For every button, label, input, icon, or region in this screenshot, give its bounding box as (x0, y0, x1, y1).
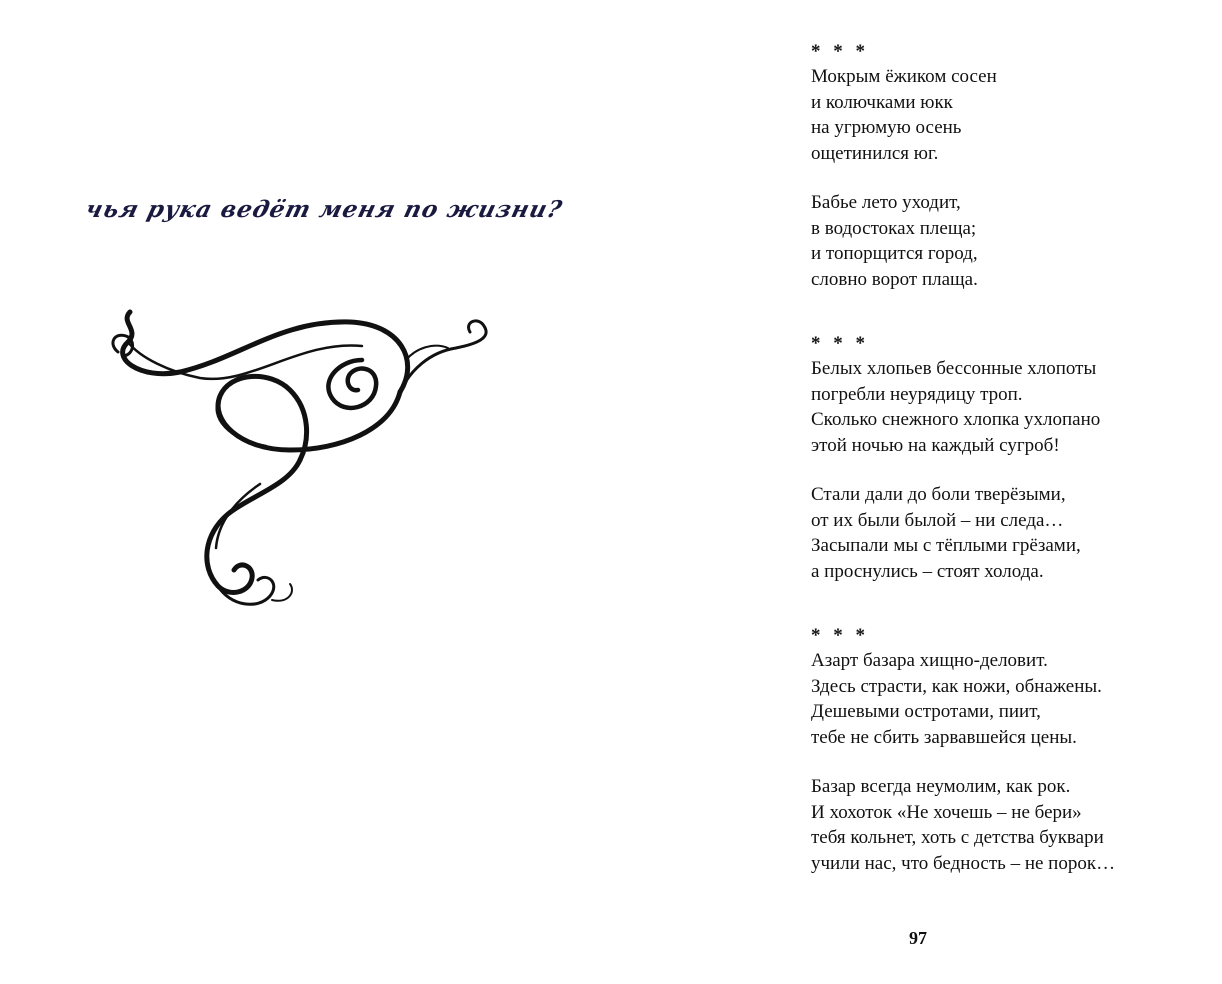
stanza (811, 774, 1211, 876)
poem-line: от их были былой – ни следа… (811, 509, 1064, 531)
poem-separator: * * * (811, 41, 869, 62)
poem-line: словно ворот плаща. (811, 268, 978, 290)
poem (811, 624, 1211, 876)
poem-line: тебе не сбить зарвавшейся цены. (811, 726, 1077, 748)
right-page (611, 0, 1222, 984)
section-title: чья рука ведёт меня по жизни? (82, 196, 566, 223)
poem-separator: * * * (811, 625, 869, 646)
stanza (811, 482, 1211, 584)
poem-line: Сколько снежного хлопка ухлопано (811, 409, 1101, 430)
stanza (811, 356, 1211, 458)
stanza (811, 64, 1211, 166)
stanza (811, 648, 1211, 750)
poem-line: и топорщится город, (811, 243, 978, 264)
poem-line: тебя кольнет, хоть с детства буквари (811, 827, 1104, 848)
ornament-flourish-icon (100, 300, 500, 640)
poem-line: Азарт базара хищно-деловит. (811, 650, 1048, 671)
poem-line: ощетинился юг. (811, 142, 939, 164)
poems-column (811, 40, 1211, 916)
poem-line: Здесь страсти, как ножи, обнажены. (811, 675, 1102, 697)
stanza (811, 190, 1211, 292)
poem-line: Дешевыми остротами, пиит, (811, 701, 1041, 722)
poem-line: Мокрым ёжиком сосен (811, 66, 997, 87)
poem-line: Засыпали мы с тёплыми грёзами, (811, 535, 1081, 556)
poem-line: а проснулись – стоят холода. (811, 560, 1044, 582)
poem-line: этой ночью на каждый сугроб! (811, 434, 1060, 456)
poem-line: и колючками юкк (811, 91, 953, 113)
poem-line: учили нас, что бедность – не порок… (811, 852, 1116, 874)
page-number: 97 (909, 928, 927, 948)
poem-line: Бабье лето уходит, (811, 192, 961, 213)
poem-line: на угрюмую осень (811, 117, 962, 138)
poem-line: погребли неурядицу троп. (811, 383, 1023, 405)
poem-line: Стали дали до боли тверёзыми, (811, 484, 1066, 505)
poem-line: в водостоках плеща; (811, 217, 977, 239)
poem-line: Белых хлопьев бессонные хлопоты (811, 358, 1097, 379)
poem-separator: * * * (811, 333, 869, 354)
poem-line: И хохоток «Не хочешь – не бери» (811, 801, 1082, 823)
poem-line: Базар всегда неумолим, как рок. (811, 776, 1071, 797)
poem (811, 332, 1211, 584)
poem (811, 40, 1211, 292)
